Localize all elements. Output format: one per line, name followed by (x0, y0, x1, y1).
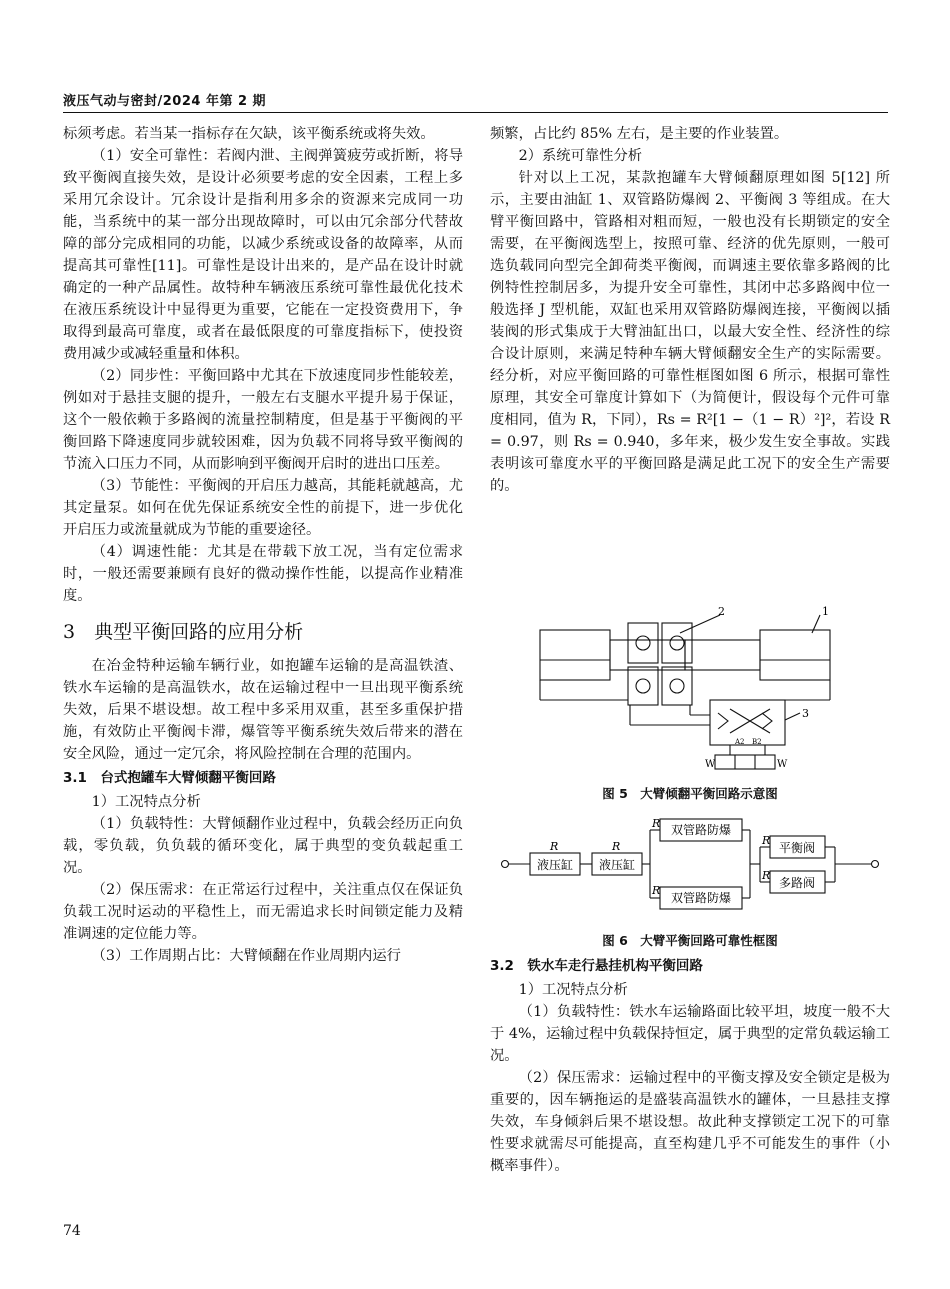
fig6-box-hydraulic-cylinder-1: 液压缸 (536, 858, 574, 872)
figure-6 (495, 812, 885, 927)
section-heading: 3 典型平衡回路的应用分析 (63, 621, 304, 643)
figure-5 (530, 605, 840, 775)
fig5-w-left: W (705, 759, 716, 770)
paragraph: （3）工作周期占比：大臂倾翻在作业周期内运行 (91, 948, 401, 964)
paragraph: （4）调速性能：尤其是在带载下放工况，当有定位需求时，一般还需要兼顾有良好的微动操作性能，以提高作业精准度。 (63, 544, 463, 604)
fig6-r-4: R (652, 884, 661, 897)
subsection-heading: 3.1 台式抱罐车大臂倾翻平衡回路 (63, 770, 276, 786)
paragraph: 频繁，占比约 85% 左右，是主要的作业装置。 (490, 126, 789, 142)
right-column-top (490, 123, 890, 497)
paragraph: （2）同步性：平衡回路中尤其在下放速度同步性能较差，例如对于悬挂支腿的提升，一般左右支腿水平提升易于保证，这个一般依赖于多路阀的流量控制精度，但是基于平衡阀的平衡回路下降速度同步就较困难，因为负载不同将导致平衡阀的节流入口压力不同，从而影响到平衡阀开启时的进出口压差。 (63, 368, 463, 472)
paragraph: 针对以上工况，某款抱罐车大臂倾翻原理如图 5[12] 所示，主要由油缸 1、双管路防爆阀 2、平衡阀 3 等组成。在大臂平衡回路中，管路相对粗而短，一般也没有长期锁定的安全需要，在平衡阀选型上，按照可靠、经济的优先原则，一般可选负载同向型完全卸荷类平衡阀，而调速主要依靠多路阀的比例特性控制居多，为提升安全可靠性，其闭中芯多路阀中位一般选择 J 型机能，双缸也采用双管路防爆阀连接，平衡阀以插装阀的形式集成于大臂油缸出口，以最大安全性、经济性的综合设计原则，来满足特种车辆大臂倾翻安全生产的实际需要。经分析，对应平衡回路的可靠性框图如图 6 所示，根据可靠性原理，其安全可靠度计算如下（为简便计，假设每个元件可靠度相同，值为 R，下同），Rs = R²[1 −（1 − R）²]²，若设 R = 0.97，则 Rs = 0.940，多年来，极少发生安全事故。实践表明该可靠度水平的平衡回路是满足此工况下的安全生产需要的。 (490, 170, 890, 494)
reliability-block-diagram (495, 812, 885, 927)
paragraph: 2）系统可靠性分析 (518, 148, 643, 164)
fig6-r-1: R (550, 840, 559, 853)
fig6-r-2: R (612, 840, 621, 853)
fig6-box-multiway-valve: 多路阀 (778, 876, 816, 890)
paragraph: 在冶金特种运输车辆行业，如抱罐车运输的是高温铁渣、铁水车运输的是高温铁水，故在运输过程中一旦出现平衡系统失效，后果不堪设想。故工程中多采用双重，甚至多重保护措施，有效防止平衡阀卡滞，爆管等平衡系统失效后带来的潜在安全风险，通过一定冗余，将风险控制在合理的范围内。 (63, 658, 463, 762)
journal-header: 液压气动与密封/2024 年第 2 期 (63, 94, 267, 109)
fig6-r-3: R (652, 817, 661, 830)
hydraulic-circuit-diagram (530, 605, 840, 775)
fig5-label-1: 1 (822, 605, 829, 618)
fig5-port-b2: B2 (752, 738, 762, 746)
figure-6-caption: 图 6 大臂平衡回路可靠性框图 (602, 933, 778, 948)
left-column (63, 123, 463, 967)
paragraph: （1）安全可靠性：若阀内泄、主阀弹簧疲劳或折断，将导致平衡阀直接失效，是设计必须要考虑的安全因素，工程上多采用冗余设计。冗余设计是指利用多余的资源来完成同一功能，当系统中的某一部分出现故障时，可以由冗余部分代替故障的部分完成相同的功能，以减少系统或设备的故障率，从而提高其可靠性[11]。可靠性是设计出来的，是产品在设计时就确定的一种产品属性。故特种车辆液压系统可靠性最优化技术在液压系统设计中显得更为重要，它能在一定投资费用下，争取得到最高可靠度，或者在最低限度的可靠度指标下，使投资费用减少或减轻重量和体积。 (63, 148, 463, 362)
fig5-label-3: 3 (802, 707, 809, 720)
fig5-label-2: 2 (718, 605, 725, 618)
header-rule (63, 112, 888, 113)
fig5-w-right: W (777, 759, 788, 770)
fig6-box-explosion-valve-1: 双管路防爆 (670, 823, 732, 837)
figure-5-caption: 图 5 大臂倾翻平衡回路示意图 (602, 786, 778, 801)
paragraph: 标须考虑。若当某一指标存在欠缺，该平衡系统或将失效。 (63, 126, 435, 142)
fig6-box-hydraulic-cylinder-2: 液压缸 (598, 858, 636, 872)
paragraph: （2）保压需求：在正常运行过程中，关注重点仅在保证负负载工况时运动的平稳性上，而无需追求长时间锁定能力及精准调速的定位能力等。 (63, 882, 463, 942)
paragraph: （2）保压需求：运输过程中的平衡支撑及安全锁定是极为重要的，因车辆拖运的是盛装高温铁水的罐体，一旦悬挂支撑失效，车身倾斜后果不堪设想。故此种支撑锁定工况下的可靠性要求就需尽可能提高，直至构建几乎不可能发生的事件（小概率事件）。 (490, 1070, 890, 1174)
page-number: 74 (63, 1223, 81, 1239)
fig6-box-balance-valve: 平衡阀 (778, 841, 816, 855)
paragraph: 1）工况特点分析 (518, 982, 628, 998)
paragraph: （3）节能性：平衡阀的开启压力越高，其能耗就越高，尤其定量泵。如何在优先保证系统安全性的前提下，进一步优化开启压力或流量就成为节能的重要途径。 (63, 478, 463, 538)
fig6-box-explosion-valve-2: 双管路防爆 (670, 891, 732, 905)
fig6-r-6: R (762, 869, 771, 882)
paragraph: （1）负载特性：铁水车运输路面比较平坦，坡度一般不大于 4%，运输过程中负载保持恒定，属于典型的定常负载运输工况。 (490, 1004, 890, 1064)
fig5-port-a2: A2 (735, 738, 745, 746)
subsection-heading: 3.2 铁水车走行悬挂机构平衡回路 (490, 958, 703, 974)
fig6-r-5: R (762, 834, 771, 847)
right-column-bottom (490, 953, 890, 1177)
paragraph: （1）负载特性：大臂倾翻作业过程中，负载会经历正向负载，零负载，负负载的循环变化，属于典型的变负载起重工况。 (63, 816, 463, 876)
paragraph: 1）工况特点分析 (91, 794, 201, 810)
